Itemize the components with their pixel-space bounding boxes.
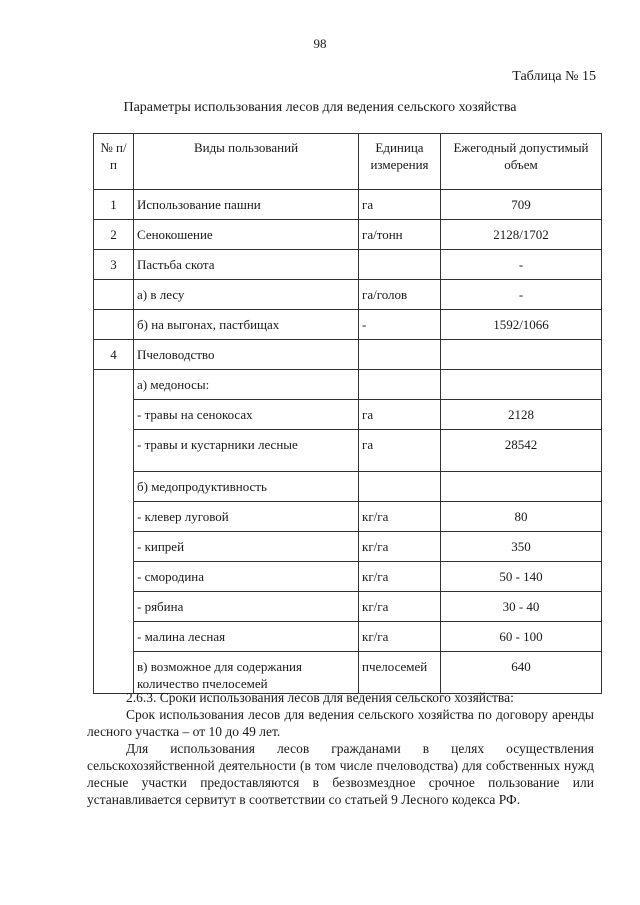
header-unit: Единица измерения xyxy=(359,134,441,190)
cell-type: Сенокошение xyxy=(134,220,359,250)
table-row xyxy=(94,502,602,532)
table-row xyxy=(94,562,602,592)
cell-unit xyxy=(359,370,441,400)
cell-type: - клевер луговой xyxy=(134,502,359,532)
cell-num xyxy=(94,532,134,562)
cell-unit xyxy=(359,340,441,370)
header-num: № п/п xyxy=(94,134,134,190)
cell-num xyxy=(94,400,134,430)
cell-volume: 80 xyxy=(441,502,602,532)
cell-num xyxy=(94,472,134,502)
cell-num xyxy=(94,652,134,694)
page-number: 98 xyxy=(313,36,327,51)
cell-type: б) медопродуктивность xyxy=(134,472,359,502)
cell-volume: 28542 xyxy=(441,430,602,472)
cell-type: - травы на сенокосах xyxy=(134,400,359,430)
cell-type: - смородина xyxy=(134,562,359,592)
paragraph-term: Срок использования лесов для ведения сельского хозяйства по договору аренды лесного участка – от 10 до 49 лет. xyxy=(87,707,594,739)
cell-type: - рябина xyxy=(134,592,359,622)
table-row xyxy=(94,472,602,502)
table-row xyxy=(94,622,602,652)
cell-unit: га/тонн xyxy=(359,220,441,250)
cell-type: Пчеловодство xyxy=(134,340,359,370)
cell-unit: га xyxy=(359,190,441,220)
section-text xyxy=(87,689,594,808)
table-title: Параметры использования лесов для ведения сельского хозяйства xyxy=(123,100,517,115)
cell-num xyxy=(94,280,134,310)
cell-num xyxy=(94,430,134,472)
cell-type: - кипрей xyxy=(134,532,359,562)
cell-volume xyxy=(441,340,602,370)
table-row xyxy=(94,370,602,400)
cell-unit: га xyxy=(359,400,441,430)
cell-num xyxy=(94,502,134,532)
cell-volume xyxy=(441,370,602,400)
cell-volume xyxy=(441,472,602,502)
paragraph-usage: Для использования лесов гражданами в целях осуществления сельскохозяйственной деятельности (в том числе пчеловодства) для собственных нужд лесные участки предоставляются в безвозмездное срочное пользование или устанавливается сервитут в соответствии со статьей 9 Лесного кодекса РФ. xyxy=(87,741,594,807)
cell-type: б) на выгонах, пастбищах xyxy=(134,310,359,340)
cell-volume: 60 - 100 xyxy=(441,622,602,652)
cell-num xyxy=(94,592,134,622)
cell-num: 1 xyxy=(94,190,134,220)
table-header-row xyxy=(94,134,602,190)
cell-unit: кг/га xyxy=(359,562,441,592)
table-row xyxy=(94,190,602,220)
table-caption: Таблица № 15 xyxy=(512,69,596,84)
table-row xyxy=(94,220,602,250)
table-row xyxy=(94,250,602,280)
cell-type: Использование пашни xyxy=(134,190,359,220)
cell-volume: 2128 xyxy=(441,400,602,430)
table-row xyxy=(94,532,602,562)
cell-num xyxy=(94,370,134,400)
cell-unit: кг/га xyxy=(359,592,441,622)
cell-unit xyxy=(359,250,441,280)
cell-unit: - xyxy=(359,310,441,340)
table-row xyxy=(94,430,602,472)
cell-volume: 50 - 140 xyxy=(441,562,602,592)
cell-unit: кг/га xyxy=(359,502,441,532)
cell-volume: 709 xyxy=(441,190,602,220)
cell-num xyxy=(94,622,134,652)
cell-volume: 2128/1702 xyxy=(441,220,602,250)
cell-volume: 640 xyxy=(441,652,602,694)
table-row xyxy=(94,280,602,310)
cell-num: 4 xyxy=(94,340,134,370)
table-row xyxy=(94,592,602,622)
table-row xyxy=(94,652,602,694)
cell-unit: га/голов xyxy=(359,280,441,310)
cell-num: 3 xyxy=(94,250,134,280)
cell-num: 2 xyxy=(94,220,134,250)
cell-unit: га xyxy=(359,430,441,472)
cell-unit: пчелосемей xyxy=(359,652,441,694)
section-heading: 2.6.3. Сроки использования лесов для ведения сельского хозяйства: xyxy=(126,690,514,705)
cell-unit: кг/га xyxy=(359,532,441,562)
cell-volume: 1592/1066 xyxy=(441,310,602,340)
table-row xyxy=(94,340,602,370)
header-volume: Ежегодный допустимый объем xyxy=(441,134,602,190)
header-type: Виды пользований xyxy=(134,134,359,190)
cell-unit: кг/га xyxy=(359,622,441,652)
cell-volume: 350 xyxy=(441,532,602,562)
table-row xyxy=(94,310,602,340)
table-row xyxy=(94,400,602,430)
cell-volume: - xyxy=(441,250,602,280)
cell-unit xyxy=(359,472,441,502)
cell-type: Пастьба скота xyxy=(134,250,359,280)
cell-type: - малина лесная xyxy=(134,622,359,652)
cell-num xyxy=(94,562,134,592)
cell-type: а) медоносы: xyxy=(134,370,359,400)
cell-volume: 30 - 40 xyxy=(441,592,602,622)
cell-type: в) возможное для содержания количество пчелосемей xyxy=(134,652,359,694)
cell-num xyxy=(94,310,134,340)
cell-type: а) в лесу xyxy=(134,280,359,310)
cell-type: - травы и кустарники лесные xyxy=(134,430,359,472)
parameters-table xyxy=(93,133,602,694)
cell-volume: - xyxy=(441,280,602,310)
